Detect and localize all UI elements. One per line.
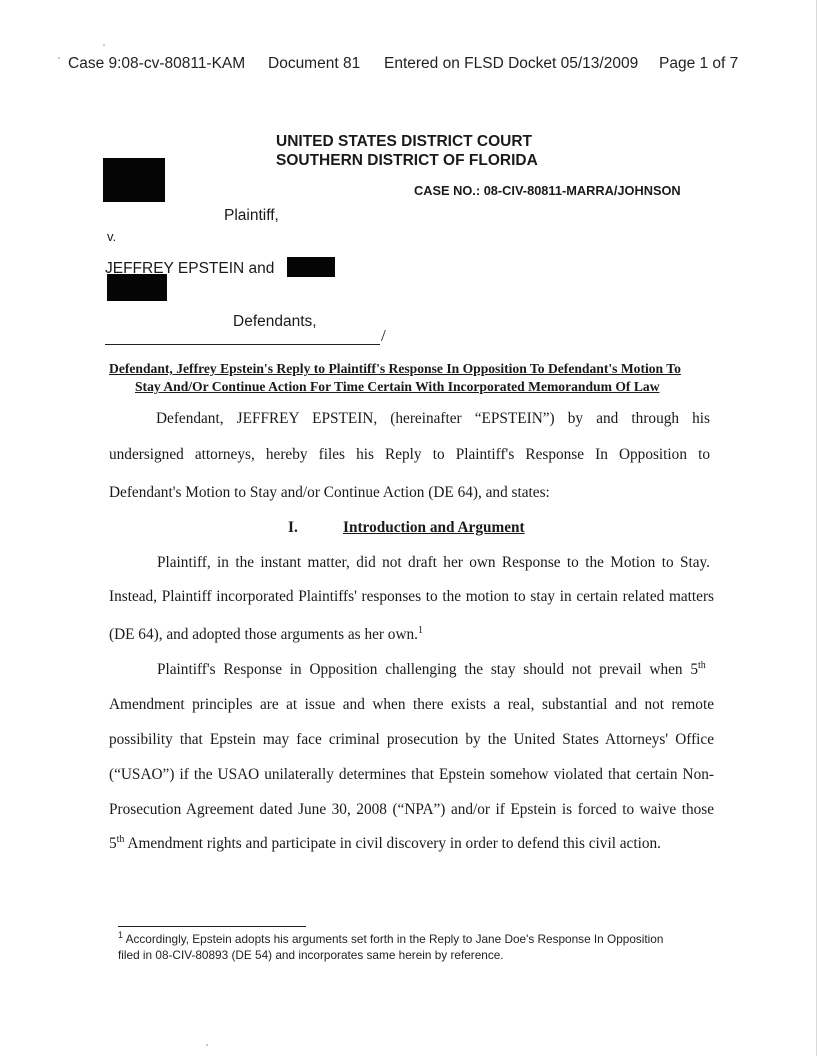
caption-rule [105,344,380,345]
docket-case-number: Case 9:08-cv-80811-KAM [68,55,246,72]
intro-line-2: undersigned attorneys, hereby files his Reply to Plaintiff's Response In Opposition to [109,446,710,463]
section-heading: Introduction and Argument [343,519,525,536]
court-name-line1: UNITED STATES DISTRICT COURT [276,133,533,150]
footnote-line-2: filed in 08-CIV-80893 (DE 54) and incorporates same herein by reference. [118,948,504,962]
para2-line-1-sup: th [698,660,706,671]
defendants-label: Defendants, [233,313,317,330]
motion-title-line1: Defendant, Jeffrey Epstein's Reply to Plaintiff's Response In Opposition To Defendant's Motion To [109,361,681,376]
para2-line-3: possibility that Epstein may face criminal prosecution by the United States Attorneys' Office [109,731,714,748]
para2-line-2: Amendment principles are at issue and when there exists a real, substantial and not remote [109,696,714,713]
redaction-plaintiff-name [103,158,165,202]
para2-line-6-text: Amendment rights and participate in civil discovery in order to defend this civil action. [124,835,661,852]
scan-speck [103,44,105,46]
para2-line-6-sup: th [116,834,125,845]
para2-line-1-text: Plaintiff's Response in Opposition challenging the stay should not prevail when 5 [157,661,698,678]
case-number-value: 08-CIV-80811-MARRA/JOHNSON [483,183,681,198]
docket-document-number: Document 81 [268,55,361,72]
para1-line-1: Plaintiff, in the instant matter, did not draft her own Response to the Motion to Stay. [157,554,710,571]
intro-line-3: Defendant's Motion to Stay and/or Continue Action (DE 64), and states: [109,484,550,501]
footnote-marker: 1 [118,930,124,940]
para2-line-5: Prosecution Agreement dated June 30, 2008 (“NPA”) and/or if Epstein is forced to waive those [109,801,714,818]
footnote-line-1-text: Accordingly, Epstein adopts his arguments set forth in the Reply to Jane Doe's Response In Opposition [123,932,664,946]
plaintiff-label: Plaintiff, [224,207,279,224]
para2-line-6-pre: 5 [109,835,117,852]
defendant-name: JEFFREY EPSTEIN and [105,260,275,277]
footnote-rule [118,926,306,927]
para2-line-1 [157,661,710,679]
para1-line-3 [109,626,423,644]
para1-line-2: Instead, Plaintiff incorporated Plaintiffs' responses to the motion to stay in certain related matters [109,588,714,605]
footnote-reference: 1 [417,625,423,636]
section-number: I. [288,519,298,536]
motion-title-line2: Stay And/Or Continue Action For Time Certain With Incorporated Memorandum Of Law [135,379,660,394]
docket-page-number: Page 1 of 7 [659,55,739,72]
caption-slash: / [381,326,386,345]
case-number-label: CASE NO.: [414,183,481,198]
scan-speck [58,57,60,59]
para2-line-6 [109,835,661,853]
versus-label: v. [107,229,117,244]
redaction-codefendant-name [287,257,335,277]
docket-entered-date: Entered on FLSD Docket 05/13/2009 [384,55,639,72]
para1-line-3-text: (DE 64), and adopted those arguments as her own. [109,626,418,643]
scan-speck [206,1044,208,1046]
redaction-codefendant-name-cont [107,274,167,301]
footnote-line-1 [118,932,663,946]
para2-line-4: (“USAO”) if the USAO unilaterally determines that Epstein somehow violated that certain Non- [109,766,714,783]
intro-line-1: Defendant, JEFFREY EPSTEIN, (hereinafter “EPSTEIN”) by and through his [156,410,710,427]
court-name-line2: SOUTHERN DISTRICT OF FLORIDA [276,152,538,169]
case-number [414,183,681,198]
